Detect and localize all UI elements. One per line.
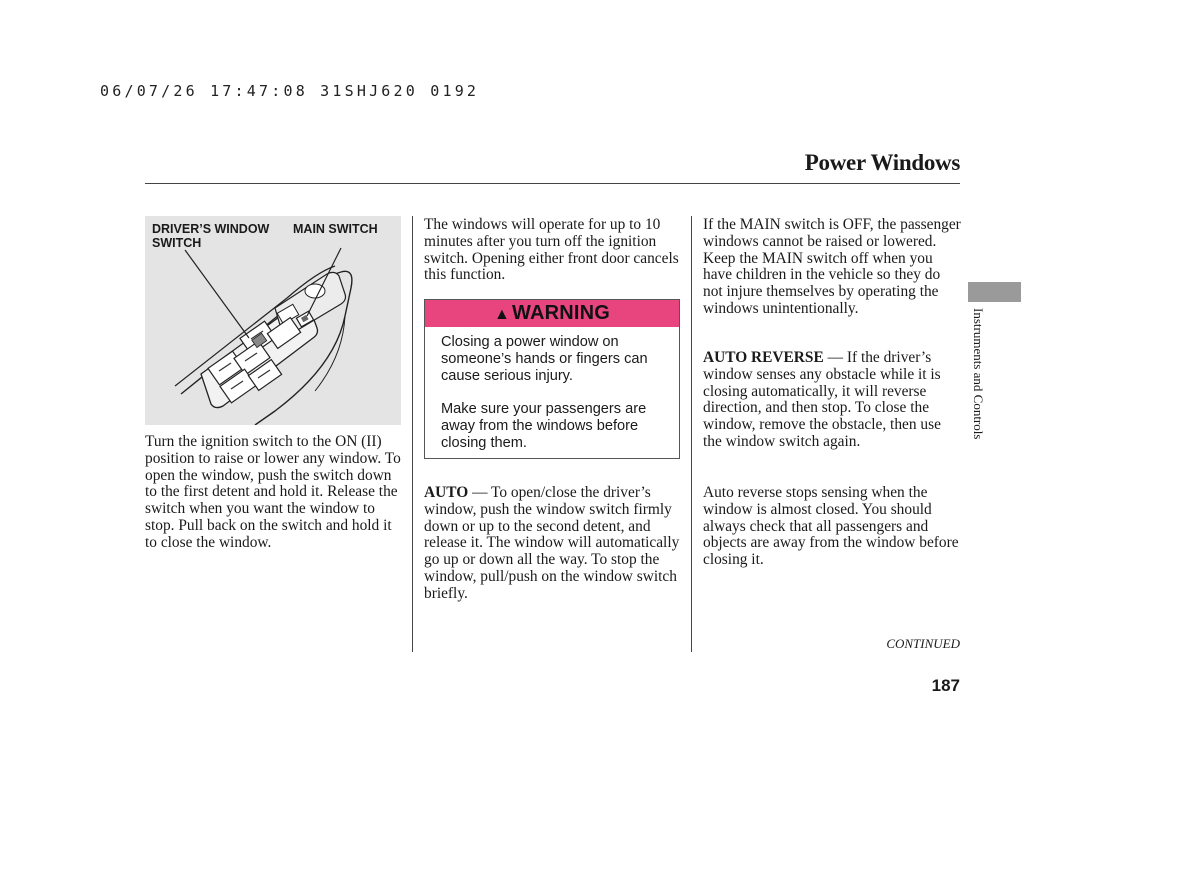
main-switch-text: If the MAIN switch is OFF, the passenger windows cannot be raised or lowered. Keep the MAIN switch off when you have children in the vehicle so they do not injure themselves by operating the windows unintentionally. [703,216,961,317]
auto-text: To open/close the driver’s window, push the window switch firmly down or up to the second detent, and release it. The window will automatically go up or down all the way. To stop the window, pull/push on the window switch briefly. [424,484,680,602]
section-tab-label: Instruments and Controls [971,308,986,440]
window-switch-figure [145,216,401,425]
column-divider-2 [691,216,692,652]
print-stamp: 06/07/26 17:47:08 31SHJ620 0192 [100,82,480,100]
page-title: Power Windows [804,150,960,175]
warning-triangle-icon: ▲ [493,306,510,323]
auto-reverse-term: AUTO REVERSE [703,349,824,366]
warning-box [424,299,680,459]
warning-text-2: Make sure your passengers are away from the windows before closing them. [441,401,647,451]
auto-term: AUTO [424,484,469,501]
auto-reverse-section [703,350,961,451]
warning-heading [425,300,679,327]
auto-section [424,485,684,603]
operation-time-text: The windows will operate for up to 10 minutes after you turn off the ignition switch. Opening either front door cancels this function. [424,216,679,284]
continued-note: CONTINUED [886,636,960,651]
warning-text-1: Closing a power window on someone’s hands or fingers can cause serious injury. [441,334,648,384]
section-tab-marker [968,282,1021,302]
auto-reverse-note: Auto reverse stops sensing when the window is almost closed. You should always check that all passengers and objects are away from the window before closing it. [703,484,959,569]
auto-dash: — [472,484,488,501]
driver-label-line2: SWITCH [152,236,202,250]
page-number: 187 [931,676,960,695]
column-divider-1 [412,216,413,652]
header-rule [145,183,960,184]
ignition-instructions: Turn the ignition switch to the ON (II) position to raise or lower any window. To open the window, push the switch down to the first detent and hold it. Release the switch when you want the window to stop. Pull back on the switch and hold it to close the window. [145,433,401,551]
driver-label-line1: DRIVER’S WINDOW [152,222,270,236]
auto-reverse-text: If the driver’s window senses any obstacle while it is closing automatically, it will reverse direction, and then stop. To close the window, remove the obstacle, then use the window switch again. [703,349,941,450]
warning-heading-text: WARNING [511,302,611,324]
main-switch-label: MAIN SWITCH [293,222,378,236]
auto-reverse-dash: — [827,349,843,366]
driver-window-switch-label [152,222,269,250]
